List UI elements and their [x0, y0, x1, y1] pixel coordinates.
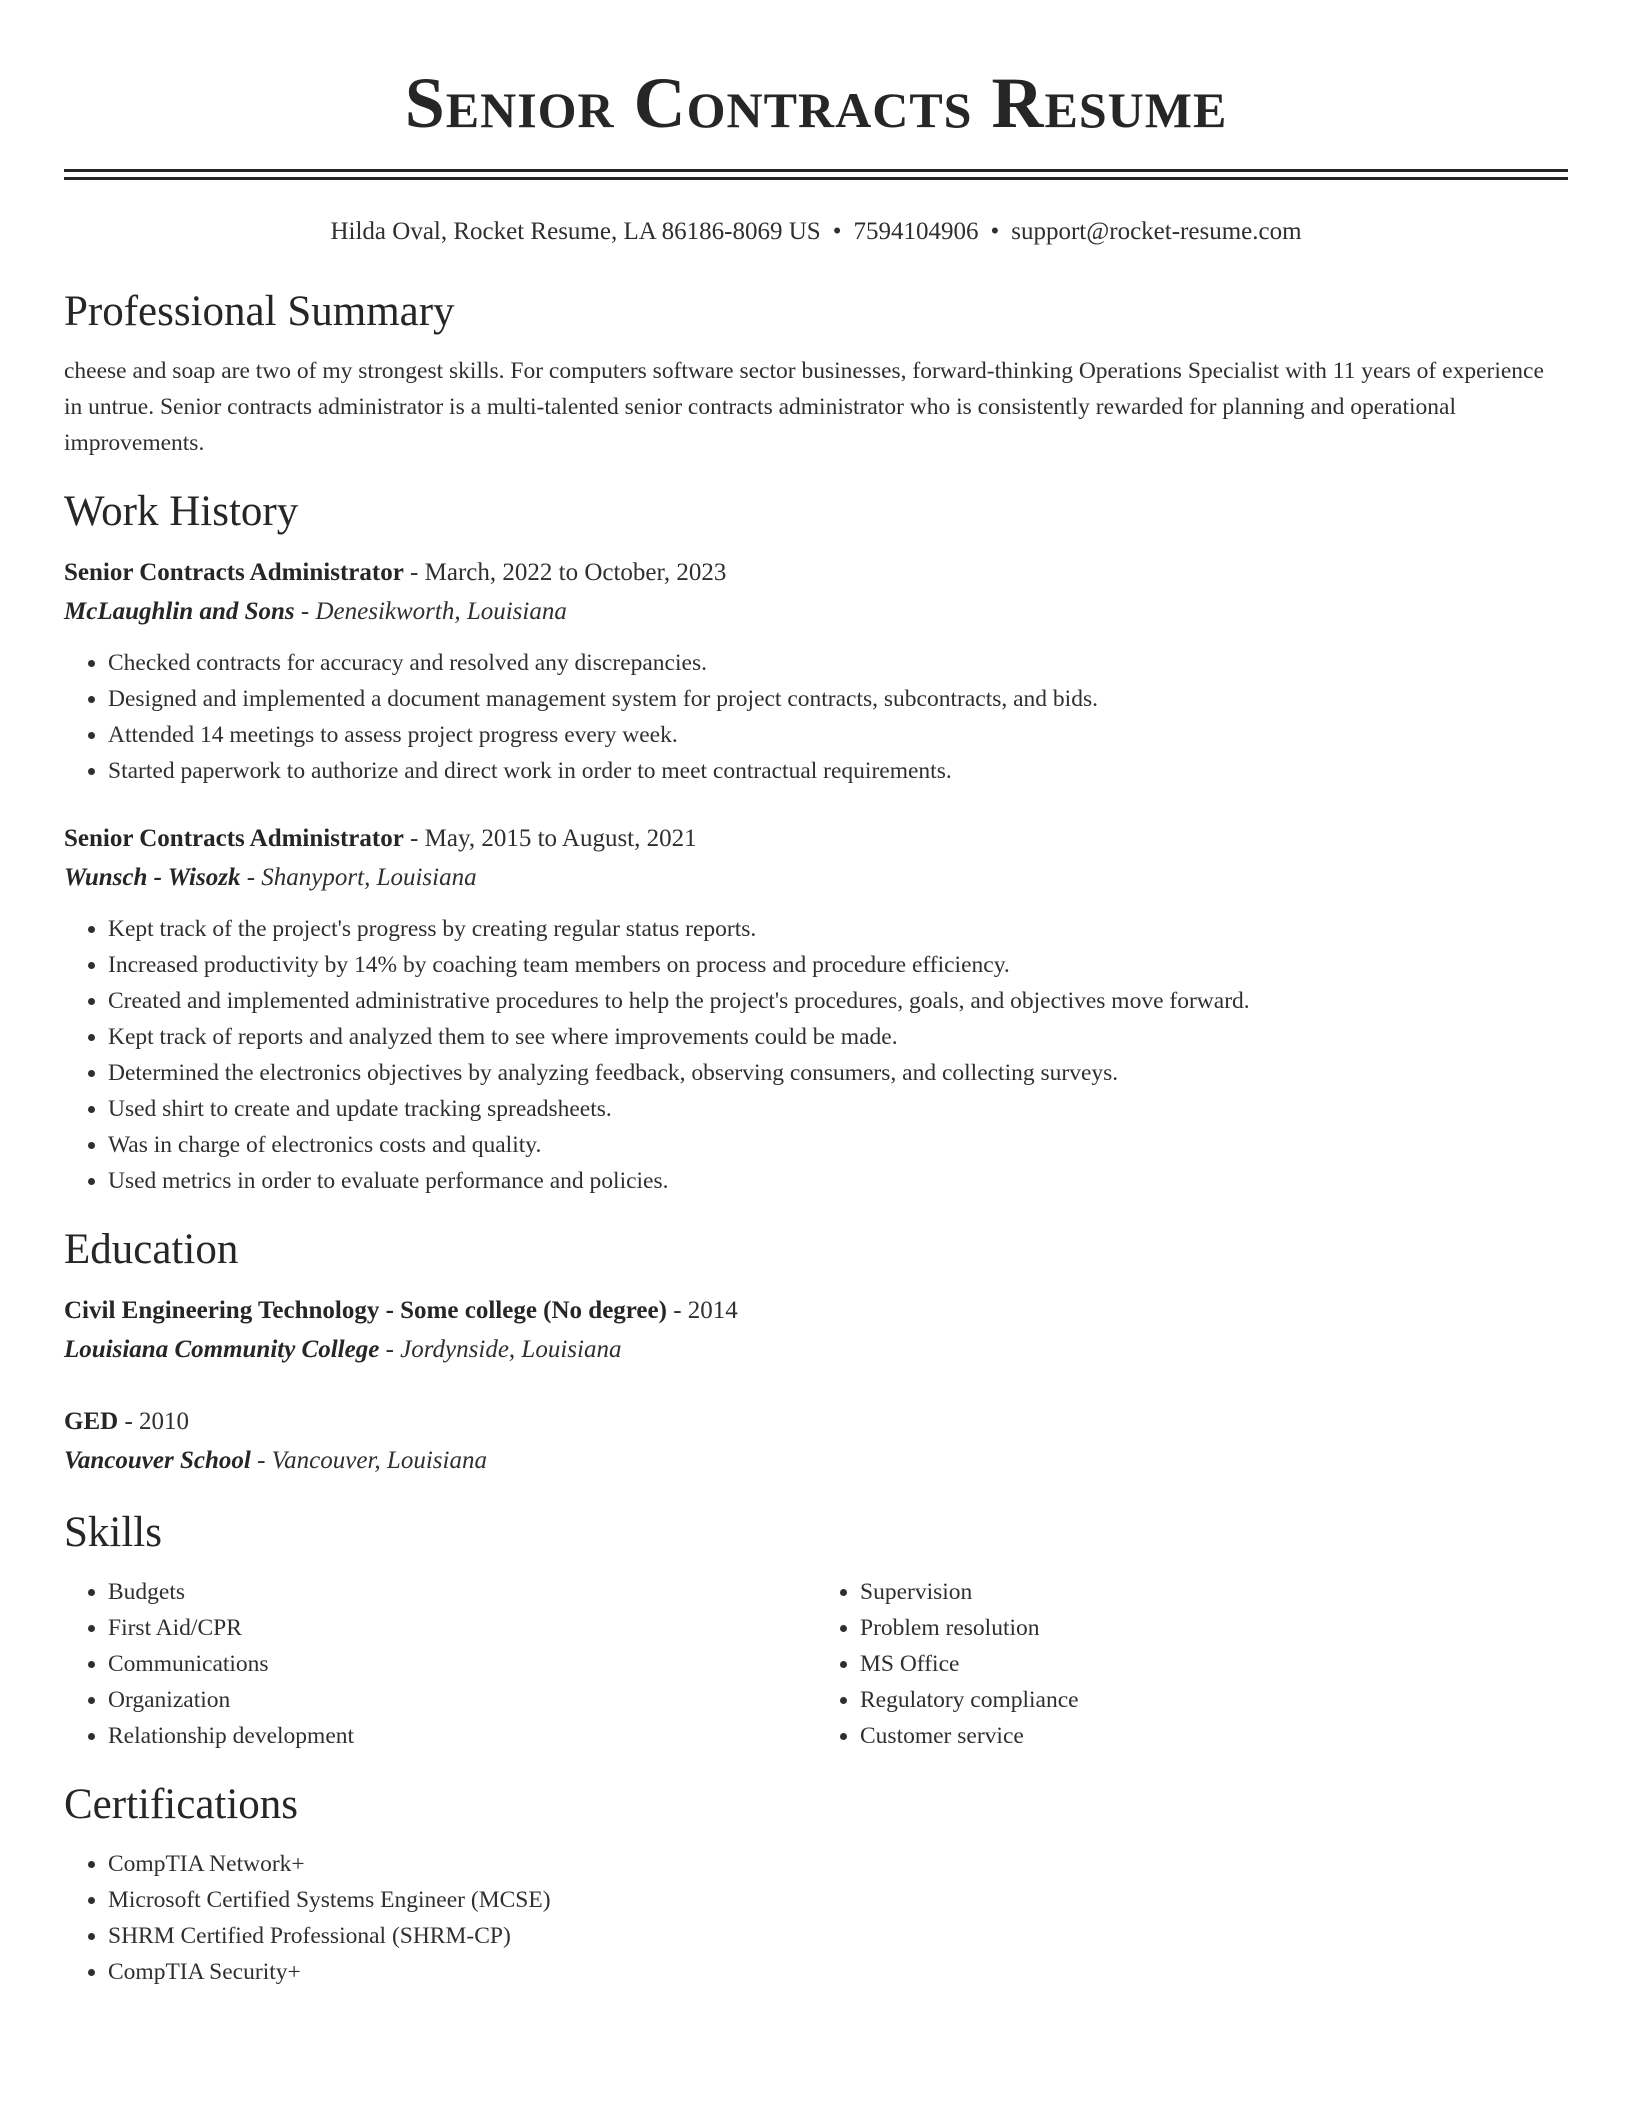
skills-column-left	[64, 1574, 816, 1754]
job-bullet: • Increased productivity by 14% by coaching team members on process and procedure efficiency.	[108, 947, 1568, 983]
job-bullet: • Designed and implemented a document management system for project contracts, subcontracts, and bids.	[108, 681, 1568, 717]
job-title-line	[64, 553, 1568, 592]
education-entry	[64, 1291, 1568, 1369]
skill-item: • Organization	[108, 1682, 816, 1718]
education-year: - 2010	[124, 1408, 190, 1435]
job-bullet: • Was in charge of electronics costs and quality.	[108, 1127, 1568, 1163]
job-title: Senior Contracts Administrator	[64, 559, 404, 586]
job-bullet: • Checked contracts for accuracy and resolved any discrepancies.	[108, 645, 1568, 681]
contact-phone: 7594104906	[853, 218, 979, 245]
job-location: - Denesikworth, Louisiana	[300, 598, 567, 625]
education-school-line	[64, 1441, 1568, 1480]
summary-text: cheese and soap are two of my strongest skills. For computers software sector businesses, forward-thinking Operations Specialist with 11 years of experience in untrue. Senior contracts administrator is a multi-talented senior contracts administrator who is consistently rewarded for planning and operational improvements.	[64, 358, 1544, 456]
certification-item: • CompTIA Network+	[108, 1846, 1568, 1882]
job-title-line	[64, 819, 1568, 858]
education-year: - 2014	[673, 1297, 738, 1324]
job-bullets	[64, 911, 1568, 1199]
job-entry	[64, 819, 1568, 1199]
job-dates: - March, 2022 to October, 2023	[410, 559, 727, 586]
education-school: Louisiana Community College	[64, 1336, 380, 1363]
job-bullet: • Started paperwork to authorize and direct work in order to meet contractual requirements.	[108, 753, 1568, 789]
education-location: - Jordynside, Louisiana	[385, 1336, 622, 1363]
skill-item: • MS Office	[860, 1646, 1568, 1682]
skill-item: • Communications	[108, 1646, 816, 1682]
job-title: Senior Contracts Administrator	[64, 825, 404, 852]
education-school: Vancouver School	[64, 1447, 251, 1474]
work-history-heading: Work History	[64, 488, 299, 535]
job-company-line	[64, 592, 1568, 631]
title-divider	[64, 169, 1568, 180]
job-company: McLaughlin and Sons	[64, 598, 295, 625]
contact-separator: •	[990, 218, 1000, 245]
skill-item: • Regulatory compliance	[860, 1682, 1568, 1718]
skill-item: • Problem resolution	[860, 1610, 1568, 1646]
skill-item: • Supervision	[860, 1574, 1568, 1610]
certification-item: • SHRM Certified Professional (SHRM-CP)	[108, 1918, 1568, 1954]
skill-item: • Customer service	[860, 1718, 1568, 1754]
job-bullet: • Kept track of reports and analyzed them to see where improvements could be made.	[108, 1019, 1568, 1055]
job-bullet: • Kept track of the project's progress by creating regular status reports.	[108, 911, 1568, 947]
job-entry	[64, 553, 1568, 789]
contact-line	[64, 215, 1568, 249]
education-heading: Education	[64, 1226, 239, 1273]
job-bullet: • Determined the electronics objectives by analyzing feedback, observing consumers, and collecting surveys.	[108, 1055, 1568, 1091]
education-degree-line	[64, 1291, 1568, 1330]
certifications-heading: Certifications	[64, 1781, 299, 1828]
contact-separator: •	[832, 218, 842, 245]
contact-email: support@rocket-resume.com	[1011, 218, 1302, 245]
resume-title: Senior Contracts Resume	[404, 63, 1228, 143]
job-company-line	[64, 858, 1568, 897]
job-bullet: • Used shirt to create and update tracking spreadsheets.	[108, 1091, 1568, 1127]
certification-item: • Microsoft Certified Systems Engineer (MCSE)	[108, 1882, 1568, 1918]
education-school-line	[64, 1330, 1568, 1369]
certifications-list	[64, 1846, 1568, 1990]
education-degree: GED	[64, 1408, 119, 1435]
skills-grid	[64, 1574, 1568, 1754]
contact-address: Hilda Oval, Rocket Resume, LA 86186-8069 US	[330, 218, 821, 245]
education-location: - Vancouver, Louisiana	[257, 1447, 487, 1474]
skills-heading: Skills	[64, 1509, 162, 1556]
summary-heading: Professional Summary	[64, 288, 455, 335]
education-degree: Civil Engineering Technology - Some college (No degree)	[64, 1297, 667, 1324]
job-bullet: • Created and implemented administrative procedures to help the project's procedures, goals, and objectives move forward.	[108, 983, 1568, 1019]
certification-item: • CompTIA Security+	[108, 1954, 1568, 1990]
job-location: - Shanyport, Louisiana	[246, 864, 477, 891]
job-dates: - May, 2015 to August, 2021	[410, 825, 697, 852]
job-bullets	[64, 645, 1568, 789]
skill-item: • First Aid/CPR	[108, 1610, 816, 1646]
skill-item: • Budgets	[108, 1574, 816, 1610]
skills-column-right	[816, 1574, 1568, 1754]
education-degree-line	[64, 1402, 1568, 1441]
job-bullet: • Used metrics in order to evaluate performance and policies.	[108, 1163, 1568, 1199]
education-entry	[64, 1402, 1568, 1480]
skill-item: • Relationship development	[108, 1718, 816, 1754]
job-company: Wunsch - Wisozk	[64, 864, 241, 891]
job-bullet: • Attended 14 meetings to assess project progress every week.	[108, 717, 1568, 753]
